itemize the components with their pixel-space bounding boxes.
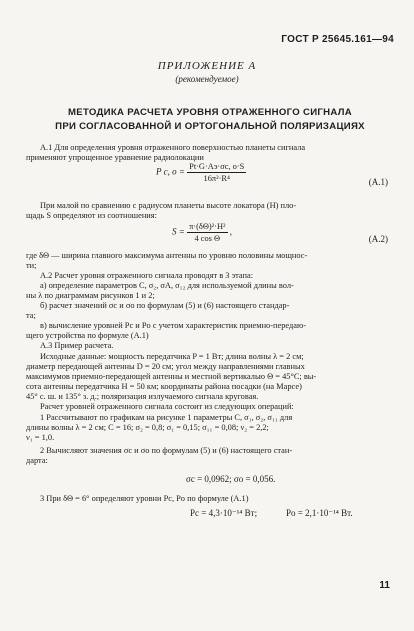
text-line: а) определение параметров С, σ₂, σA, σ₁₂ для используемой длины вол-	[40, 281, 294, 290]
doc-title-line-1: МЕТОДИКА РАСЧЕТА УРОВНЯ ОТРАЖЕННОГО СИГНАЛА	[67, 107, 352, 118]
step-3-line: 3 При δΘ = 6° определяют уровни Pс, Pо по формуле (А.1)	[40, 494, 249, 503]
text-line: длины волны λ = 2 см; C = 16; σ₂ = 0,8; σ₁ = 0,15; σ₁₁ = 0,08; ν₂ = 2,2;	[26, 423, 269, 432]
eq-a2-number: (А.2)	[368, 234, 388, 244]
text-line: максимумов приемно-передающей антенны и местной вертикалью Θ = 45°С; вы-	[26, 372, 317, 381]
text-line: Исходные данные: мощность передатчика P = 1 Вт; длина волны λ = 2 см;	[40, 352, 304, 361]
text-line: щего устройства по формуле (А.1)	[26, 331, 149, 340]
equation-a2	[172, 222, 232, 243]
para-a1-line-2: применяют упрощенное уравнение радиолокации	[26, 153, 204, 162]
text-line: А.3 Пример расчета.	[40, 341, 114, 350]
text-line: А.2 Расчет уровня отраженного сигнала проводят в 3 этапа:	[40, 271, 254, 280]
para-a1-line-1: А.1 Для определения уровня отраженного поверхностью планеты сигнала	[40, 143, 306, 152]
text-line: 45° с. ш. и 135° з. д.; поляризация излучаемого сигнала круговая.	[26, 392, 259, 401]
appendix-subtitle: (рекомендуемое)	[175, 74, 239, 84]
text-line: сота антенны передатчика H = 50 км; координаты района посадки (на Марсе)	[26, 382, 302, 391]
eq-a1-number: (А.1)	[368, 177, 388, 187]
text-line: в) вычисление уровней Pс и Pо с учетом характеристик приемно-передаю-	[40, 321, 307, 330]
text-line: дарта:	[26, 456, 48, 465]
text-line: ν₁ = 1,0.	[26, 433, 55, 442]
page-number: 11	[379, 580, 390, 591]
text-line: ти;	[26, 261, 37, 270]
para-small-line-1: При малой по сравнению с радиусом планеты высоте локатора (H) пло-	[40, 201, 297, 210]
text-line: 2 Вычисляют значения σс и σо по формулам (5) и (6) настоящего стан-	[40, 446, 293, 455]
appendix-title: ПРИЛОЖЕНИЕ А	[157, 60, 257, 72]
sigma-values: σс = 0,0962; σо = 0,056.	[186, 474, 276, 484]
text-line: диаметр передающей антенны D = 20 см; угол между направлениями главных	[26, 362, 305, 371]
text-line: б) расчет значений σс и σо по формулам (5) и (6) настоящего стандар-	[40, 301, 290, 310]
eq-a1-fraction	[187, 162, 246, 183]
result-po: Pо = 2,1·10⁻¹⁴ Вт.	[286, 508, 353, 518]
para-small-line-2: щадь S определяют из соотношения:	[26, 211, 157, 220]
eq-a1-lhs: P с, о =	[156, 166, 185, 177]
eq-a2-fraction	[187, 222, 227, 243]
doc-title-line-2: ПРИ СОГЛАСОВАННОЙ И ОРТОГОНАЛЬНОЙ ПОЛЯРИЗАЦИЯХ	[55, 121, 365, 132]
gost-code: ГОСТ Р 25645.161—94	[281, 34, 394, 45]
text-line: 1 Рассчитывают по графикам на рисунке 1 параметры C, σ₁, σ₂, σ₁₁ для	[40, 413, 293, 422]
eq-a2-denominator: 4 cos Θ	[194, 234, 221, 243]
text-line: ны λ по диаграммам рисунков 1 и 2;	[26, 291, 155, 300]
text-line: где δΘ — ширина главного максимума антенны по уровню половины мощнос-	[26, 251, 308, 260]
text-line: та;	[26, 311, 36, 320]
eq-a1-denominator: 16π²·R⁴	[203, 174, 230, 183]
eq-a2-lhs: S =	[172, 226, 185, 237]
equation-a1	[156, 162, 246, 183]
eq-a2-numerator: π·(δΘ)²·H²	[189, 222, 226, 231]
eq-a2-tail: ,	[229, 226, 233, 237]
text-line: Расчет уровней отраженного сигнала состоит из следующих операций:	[40, 402, 294, 411]
eq-a1-numerator: Pt·G·Aэ·σс, о·S	[189, 162, 245, 171]
result-pc: Pс = 4,3·10⁻¹⁴ Вт;	[190, 508, 258, 518]
